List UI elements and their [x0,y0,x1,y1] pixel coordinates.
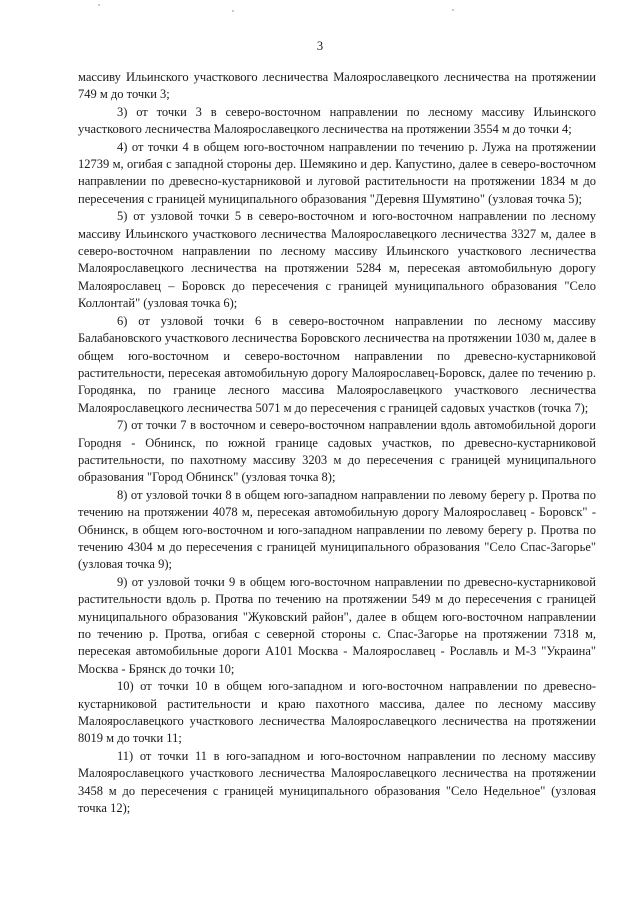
paragraph-item-6: 6) от узловой точки 6 в северо-восточном направлении по лесному массиву Балабановского участкового лесничества Боровского лесничества на протяжении 1030 м, далее в общем юго-восточном и северо-восточном направлении по древесно-кустарниковой растительности, пересекая автомобильную дорогу Малоярославец-Боровск, далее по течению р. Городянка, по границе лесного массива Малоярославецкого участкового лесничества Малоярославецкого лесничества 5071 м до пересечения с границей садовых участков (точка 7); [78,313,596,415]
paragraph-continuation: массиву Ильинского участкового лесничества Малоярославецкого лесничества на протяжении 749 м до точки 3; [78,70,596,102]
document-body [78,69,596,817]
paragraph-item-7: 7) от точки 7 в восточном и северо-восточном направлении вдоль автомобильной дороги Городня - Обнинск, по южной границе садовых участков, по древесно-кустарниковой растительности, по пахотному массиву 3203 м до пересечения с границей муниципального образования "Город Обнинск" (узловая точка 8); [78,418,596,485]
scan-speck [232,10,234,12]
paragraph-item-8: 8) от узловой точки 8 в общем юго-западном направлении по левому берегу р. Протва по течению на протяжении 4078 м, пересекая автомобильную дорогу Малоярославец - Боровск" - Обнинск, в общем юго-восточном и юго-западном направлении по левому берегу р. Протва по течению 4304 м до пересечения с границей муниципального образования "Село Спас-Загорье" (узловая точка 9); [78,487,596,572]
paragraph-item-3: 3) от точки 3 в северо-восточном направлении по лесному массиву Ильинского участкового лесничества Малоярославецкого лесничества на протяжении 3554 м до точки 4; [78,104,596,137]
paragraph-item-10: 10) от точки 10 в общем юго-западном и юго-восточном направлении по древесно-кустарниковой растительности и краю пахотного массива, далее по лесному массиву Малоярославецкого участкового лесничества Малоярославецкого лесничества на протяжении 8019 м до точки 11; [78,679,596,746]
page-number: 3 [316,39,324,53]
scan-speck [452,9,454,11]
paragraph-item-4: 4) от точки 4 в общем юго-восточном направлении по течению р. Лужа на протяжении 12739 м, огибая с западной стороны дер. Шемякино и дер. Капустино, далее в северо-восточном направлении по древесно-кустарниковой и луговой растительности на протяжении 1834 м до пересечения с границей муниципального образования "Деревня Шумятино" (узловая точка 5); [78,139,596,206]
paragraph-item-5: 5) от узловой точки 5 в северо-восточном и юго-восточном направлении по лесному массиву Ильинского участкового лесничества Малоярославецкого лесничества 3327 м, далее в северо-восточном направлении по лесному массиву Ильинского участкового лесничества Малоярославецкого лесничества на протяжении 5284 м, пересекая автомобильную дорогу Малоярославец – Боровск до пересечения с границей муниципального образования "Село Коллонтай" (узловая точка 6); [78,209,596,311]
paragraph-item-11: 11) от точки 11 в юго-западном и юго-восточном направлении по лесному массиву Малоярославецкого участкового лесничества Малоярославецкого лесничества на протяжении 3458 м до пересечения с границей муниципального образования "Село Недельное" (узловая точка 12); [78,748,596,816]
scan-speck [98,4,100,6]
paragraph-item-9: 9) от узловой точки 9 в общем юго-восточном направлении по древесно-кустарниковой растительности вдоль р. Протва по течению на протяжении 549 м до пересечения с границей муниципального образования "Жуковский район", далее в общем юго-восточном направлении по течению р. Протва, огибая с северной стороны с. Спас-Загорье на протяжении 7318 м, пересекая автомобильные дороги А101 Москва - Малоярославец - Рославль и М-3 "Украина" Москва - Брянск до точки 10; [78,574,596,676]
